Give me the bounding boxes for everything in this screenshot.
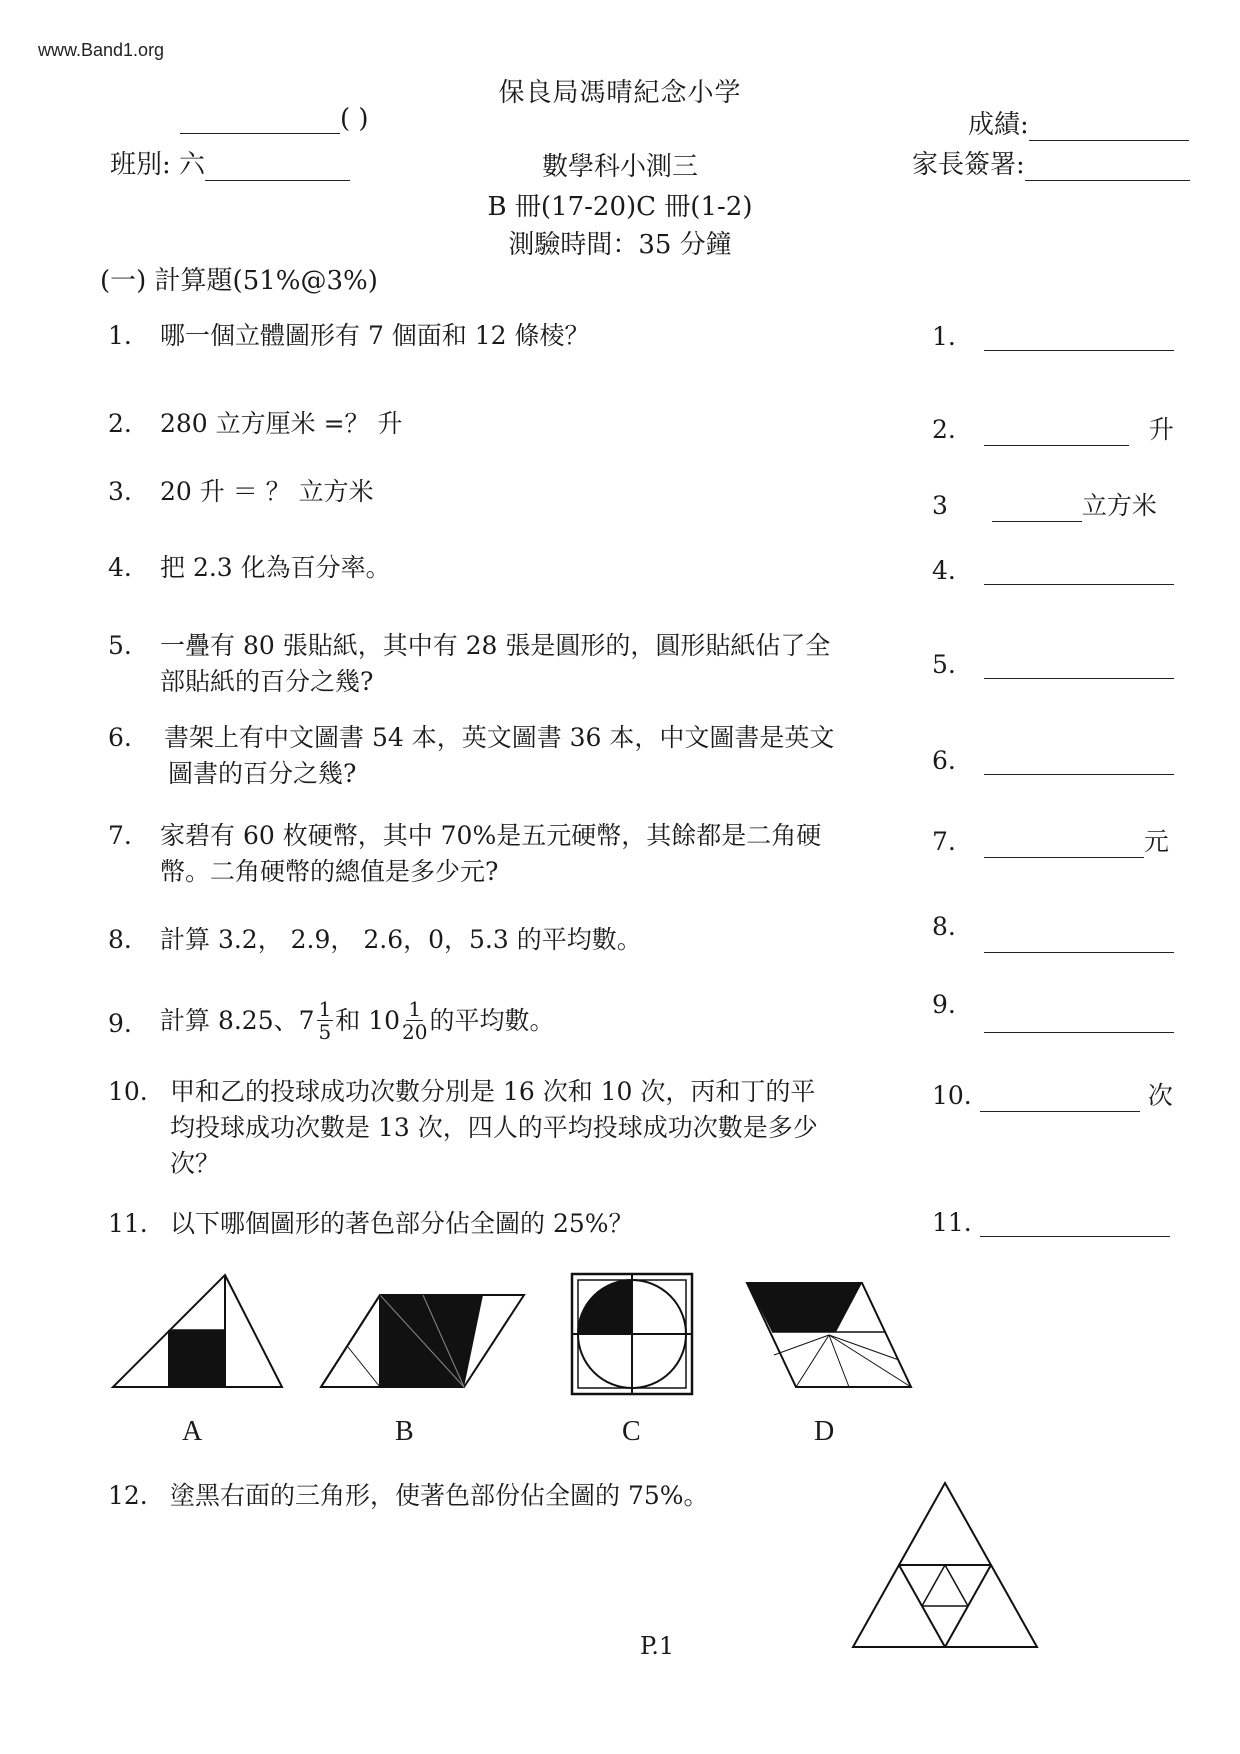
- answer-7-line: [984, 857, 1144, 858]
- figure-b-label: B: [395, 1416, 414, 1447]
- answer-5-line: [984, 678, 1174, 679]
- answer-11-line: [980, 1236, 1170, 1237]
- question-8: 8. 計算 3.2， 2.9， 2.6，0，5.3 的平均數。: [108, 922, 928, 958]
- answer-8: 8.: [932, 912, 1174, 953]
- question-2-text: 280 立方厘米 =？ 升: [160, 409, 403, 438]
- name-line: [180, 133, 340, 134]
- answer-3: 3 立方米: [932, 491, 1157, 520]
- fraction-one-fifth: $\frac{1}{5}$: [318, 997, 332, 1044]
- question-5-text-2: 部貼紙的百分之幾?: [160, 667, 374, 696]
- answer-8-line: [984, 952, 1174, 953]
- question-6: 6. 書架上有中文圖書 54 本，英文圖書 36 本，中文圖書是英文 圖書的百分之幾?: [108, 720, 928, 792]
- question-12-text: 塗黑右面的三角形，使著色部份佔全圖的 75%。: [170, 1481, 709, 1510]
- figure-b: [318, 1292, 528, 1392]
- answer-9: 9.: [932, 990, 1174, 1033]
- answer-10: 10. 次: [932, 1081, 1173, 1110]
- question-12: 12. 塗黑右面的三角形，使著色部份佔全圖的 75%。: [108, 1478, 828, 1514]
- parent-label: 家長簽署:: [912, 150, 1025, 180]
- answer-2-line: [984, 445, 1129, 446]
- question-11: 11. 以下哪個圖形的著色部分佔全圖的 25%？: [108, 1206, 928, 1242]
- answer-5: 5.: [932, 650, 1174, 679]
- test-time: 測驗時間：35 分鐘: [508, 230, 732, 260]
- question-7-text: 家碧有 60 枚硬幣，其中 70%是五元硬幣，其餘都是二角硬: [160, 821, 822, 850]
- score-field: [968, 104, 1189, 141]
- parent-line: [1025, 180, 1190, 181]
- question-5-text: 一疊有 80 張貼紙，其中有 28 張是圓形的，圓形貼紙佔了全: [160, 631, 831, 660]
- answer-9-line: [984, 1032, 1174, 1033]
- answer-3-line: [992, 521, 1082, 522]
- answer-1-line: [984, 350, 1174, 351]
- question-11-text: 以下哪個圖形的著色部分佔全圖的 25%？: [170, 1209, 634, 1238]
- question-6-text: 書架上有中文圖書 54 本，英文圖書 36 本，中文圖書是英文: [164, 723, 835, 752]
- question-10-text-2: 均投球成功次數是 13 次，四人的平均投球成功次數是多少: [170, 1113, 818, 1142]
- question-7-text-2: 幣。二角硬幣的總值是多少元?: [160, 857, 499, 886]
- answer-4: 4.: [932, 556, 1174, 585]
- question-2: 2. 280 立方厘米 =？ 升: [108, 406, 928, 442]
- question-9-text: 計算 8.25、7 $\frac{1}{5}$ 和 10 $\frac{1}{20}$ 的平均數。: [160, 997, 555, 1044]
- question-9: 9. 計算 8.25、7 $\frac{1}{5}$ 和 10 $\frac{1}{20}$ 的平均數。: [108, 998, 928, 1043]
- question-6-text-2: 圖書的百分之幾?: [168, 759, 357, 788]
- subject-title: 數學科小測三: [541, 152, 698, 182]
- answer-11: 11.: [932, 1208, 1170, 1237]
- figure-d: [744, 1280, 914, 1390]
- question-3: 3. 20 升 ＝ ？ 立方米: [108, 474, 928, 510]
- class-label: 班別: 六: [110, 150, 206, 180]
- question-8-text: 計算 3.2， 2.9， 2.6，0，5.3 的平均數。: [160, 925, 642, 954]
- section-title: (一) 計算題(51%@3%): [100, 266, 378, 296]
- shading-triangle[interactable]: [850, 1480, 1040, 1650]
- answer-1: 1.: [932, 322, 1174, 351]
- parent-field: [912, 144, 1190, 181]
- answer-2: 2. 升: [932, 415, 1174, 444]
- answer-10-line: [980, 1111, 1140, 1112]
- school-title: 保良局馮晴紀念小学: [498, 78, 742, 108]
- page-number: P.1: [640, 1632, 675, 1660]
- question-1-text: 哪一個立體圖形有 7 個面和 12 條棱？: [160, 321, 590, 350]
- figure-a-label: A: [182, 1416, 203, 1447]
- book-range: B 冊(17-20)C 冊(1-2): [487, 192, 753, 222]
- name-bracket: ( ): [340, 104, 369, 134]
- question-10-text: 甲和乙的投球成功次數分別是 16 次和 10 次，丙和丁的平: [170, 1077, 816, 1106]
- score-label: 成績:: [968, 110, 1029, 140]
- score-line: [1029, 140, 1189, 141]
- answer-6-line: [984, 774, 1174, 775]
- figure-c: [570, 1272, 694, 1396]
- site-watermark: www.Band1.org: [38, 40, 165, 60]
- question-1: 1. 哪一個立體圖形有 7 個面和 12 條棱？: [108, 318, 928, 354]
- question-5: 5. 一疊有 80 張貼紙，其中有 28 張是圓形的，圓形貼紙佔了全 部貼紙的百分之幾?: [108, 628, 928, 700]
- fraction-one-twentieth: $\frac{1}{20}$: [402, 997, 428, 1044]
- answer-7: 7. 元: [932, 827, 1169, 856]
- question-10: 10. 甲和乙的投球成功次數分別是 16 次和 10 次，丙和丁的平 均投球成功次數是 13 次，四人的平均投球成功次數是多少 次？: [108, 1074, 928, 1182]
- name-field: [180, 104, 369, 134]
- question-10-text-3: 次？: [170, 1149, 221, 1178]
- question-4-text: 把 2.3 化為百分率。: [160, 553, 391, 582]
- figure-c-label: C: [622, 1416, 641, 1447]
- answer-4-line: [984, 584, 1174, 585]
- figure-d-label: D: [814, 1416, 835, 1447]
- question-7: 7. 家碧有 60 枚硬幣，其中 70%是五元硬幣，其餘都是二角硬 幣。二角硬幣的總值是多少元?: [108, 818, 928, 890]
- question-4: 4. 把 2.3 化為百分率。: [108, 550, 928, 586]
- figure-a: [110, 1270, 285, 1390]
- answer-6: 6.: [932, 746, 1174, 775]
- question-3-text: 20 升 ＝ ？ 立方米: [160, 477, 374, 506]
